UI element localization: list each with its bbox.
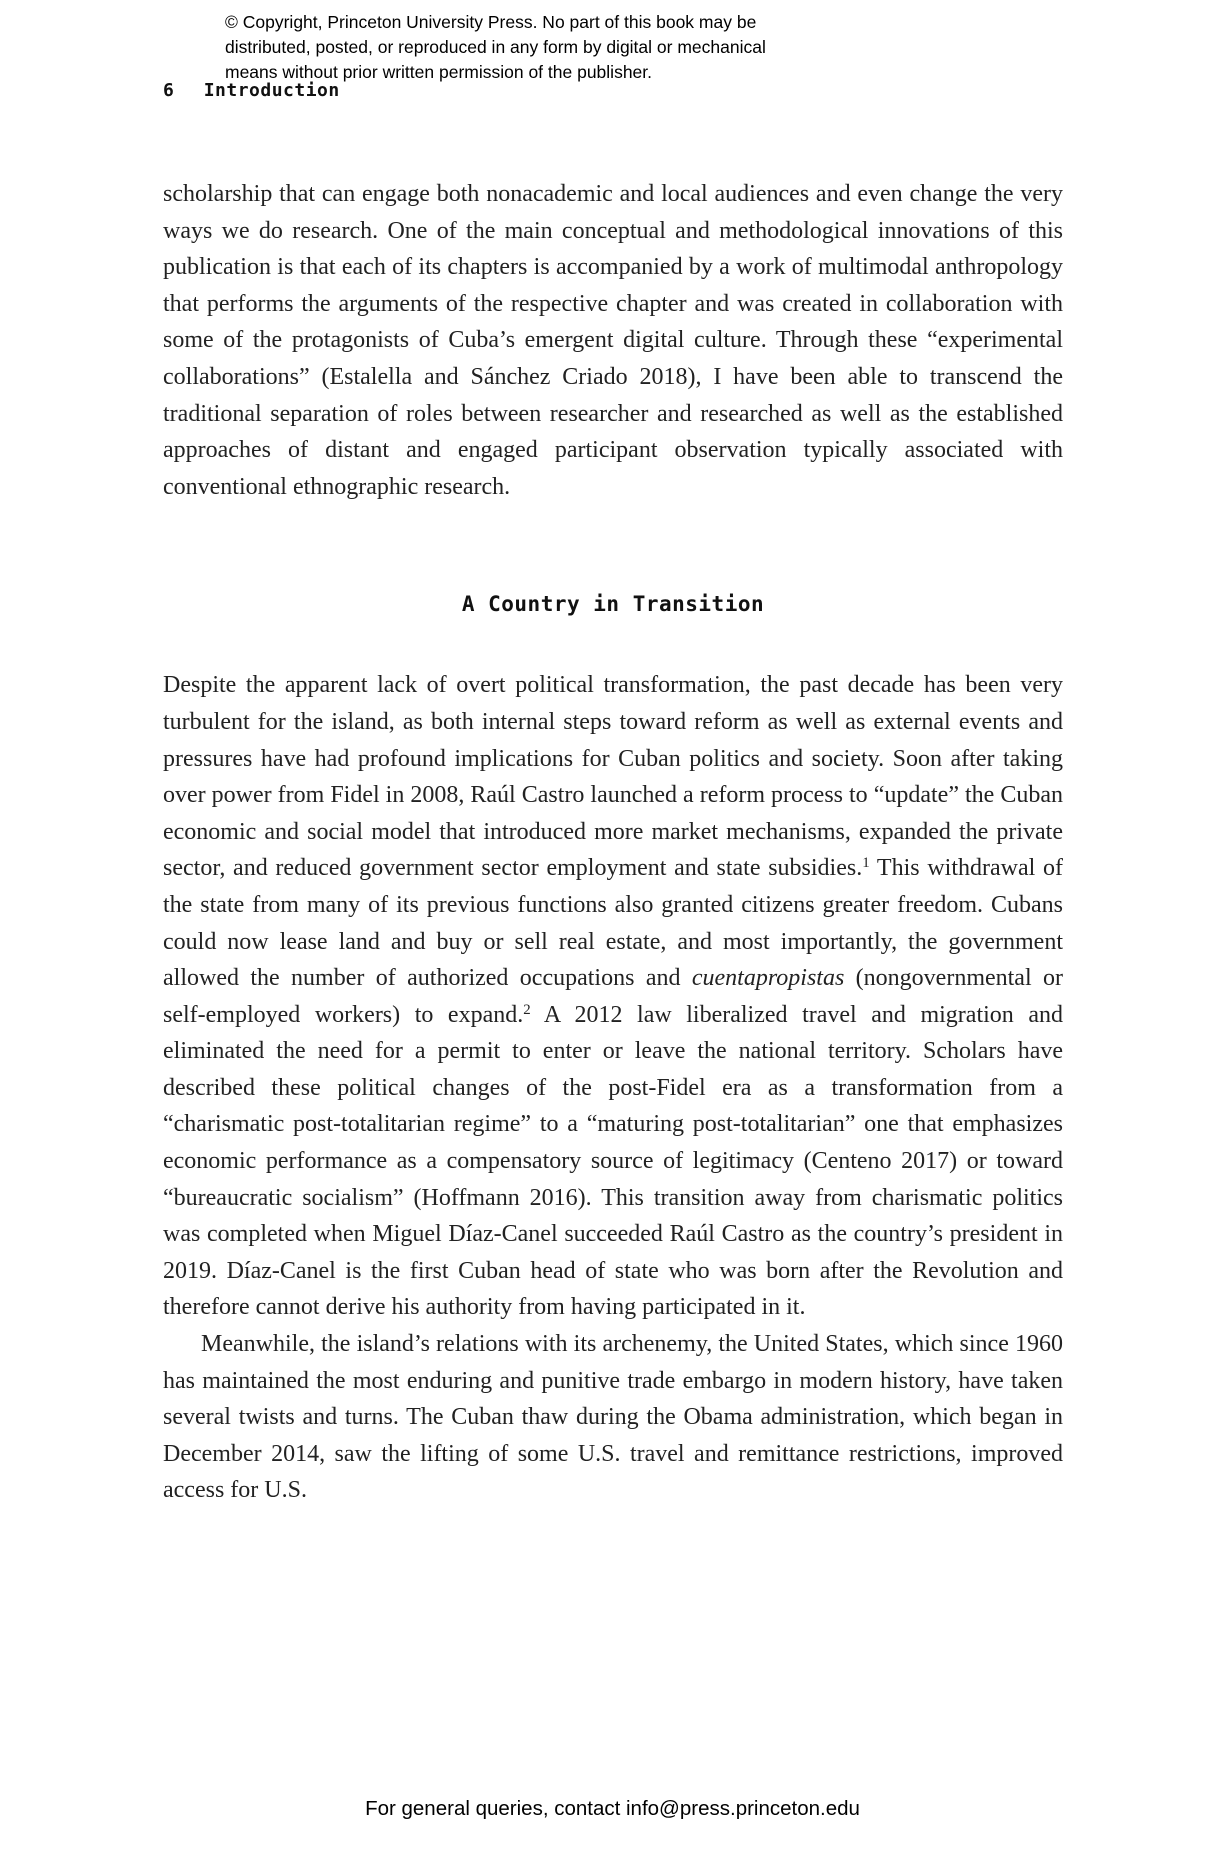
paragraph: Despite the apparent lack of overt political transformation, the past decade has been very turbulent for the island, as both internal steps toward reform as well as external events and pressures have had profound implications for Cuban politics and society. Soon after taking over power from Fidel in 2008, Raúl Castro launched a reform process to “update” the Cuban economic and social model that introduced more market mechanisms, expanded the private sector, and reduced government sector employment and state subsidies.$^1$ This withdrawal of the state from many of its previous functions also granted citizens greater freedom. Cubans could now lease land and buy or sell real estate, and most importantly, the government allowed the number of authorized occupations and cuentapropistas (nongovernmental or self-employed workers) to expand.$^2$ A 2012 law liberalized travel and migration and eliminated the need for a permit to enter or leave the national territory. Scholars have described these political changes of the post-Fidel era as a transformation from a “charismatic post-totalitarian regime” to a “maturing post-totalitarian” one that emphasizes economic performance as a compensatory source of legitimacy (Centeno 2017) or toward “bureaucratic socialism” (Hoffmann 2016). This transition away from charismatic politics was completed when Miguel Díaz-Canel succeeded Raúl Castro as the country’s president in 2019. Díaz-Canel is the first Cuban head of state who was born after the Revolution and therefore cannot derive his authority from having participated in it.	[163, 672, 1064, 1321]
paragraph: Meanwhile, the island’s relations with its archenemy, the United States, which since 1960 has maintained the most enduring and punitive trade embargo in modern history, have taken several twists and turns. The Cuban thaw during the Obama administration, which began in December 2014, saw the lifting of some U.S. travel and remittance restrictions, improved access for U.S.	[163, 1331, 1063, 1504]
running-head	[163, 80, 340, 101]
text-column	[163, 176, 1063, 1509]
page-footer	[0, 1797, 1225, 1821]
page-number: 6	[163, 80, 175, 101]
section-heading: A Country in Transition	[461, 592, 765, 617]
footer-text: For general queries, contact info@press.princeton.edu	[365, 1797, 860, 1820]
running-head-title: Introduction	[203, 80, 340, 101]
copyright-notice	[225, 10, 865, 85]
copyright-line: means without prior written permission of the publisher.	[225, 62, 653, 82]
paragraph: scholarship that can engage both nonacademic and local audiences and even change the very ways we do research. One of the main conceptual and methodological innovations of this publication is that each of its chapters is accompanied by a work of multimodal anthropology that performs the arguments of the respective chapter and was created in collaboration with some of the protagonists of Cuba’s emergent digital culture. Through these “experimental collaborations” (Estalella and Sánchez Criado 2018), I have been able to transcend the traditional separation of roles between researcher and researched as well as the established approaches of distant and engaged participant observation typically associated with conventional ethnographic research.	[163, 181, 1063, 500]
copyright-line: distributed, posted, or reproduced in any form by digital or mechanical	[225, 37, 766, 57]
copyright-line: © Copyright, Princeton University Press. No part of this book may be	[225, 12, 757, 32]
